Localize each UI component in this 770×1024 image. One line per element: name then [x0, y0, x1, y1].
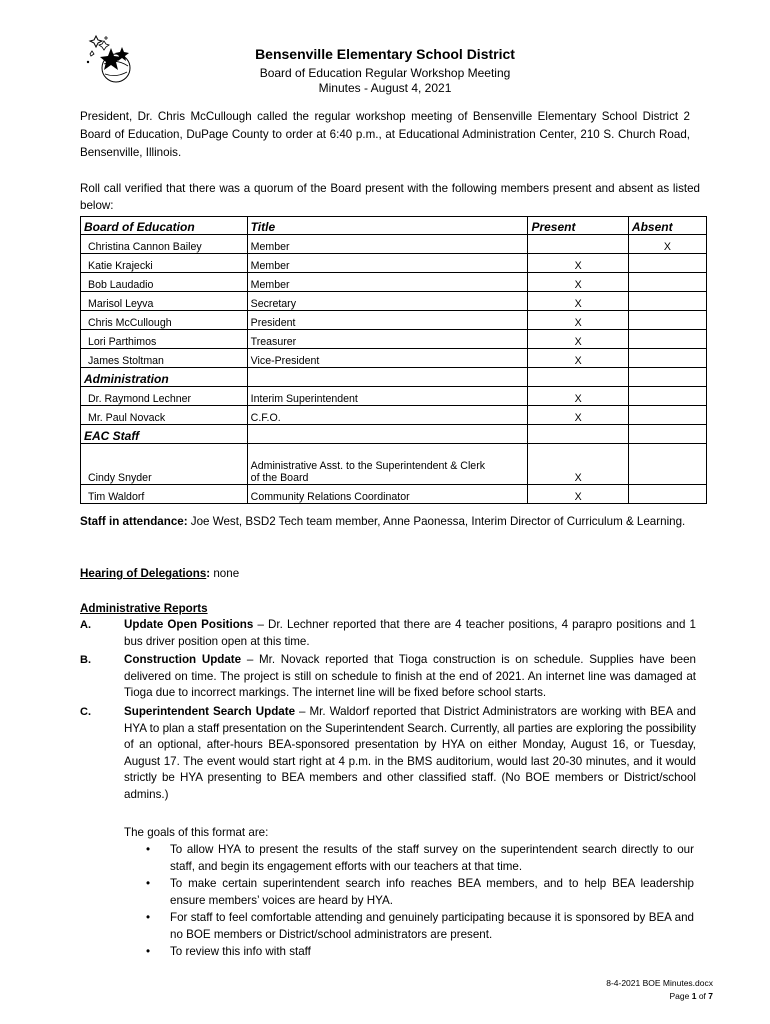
list-item: • To make certain superintendent search info reaches BEA members, and to help BEA leadership ensure members’ voices are heard by HYA. [146, 877, 694, 907]
list-item: • To allow HYA to present the results of the staff survey on the superintendent search directly to our staff, and begin its engagement efforts with our teachers at that time. [146, 843, 694, 873]
goals-list [144, 842, 694, 962]
staff-attendance: Staff in attendance: Joe West, BSD2 Tech team member, Anne Paonessa, Interim Director of Curriculum & Learning. [80, 515, 686, 528]
meeting-subtitle: Board of Education Regular Workshop Meeting [259, 66, 511, 80]
report-item-a: A. Update Open Positions – Dr. Lechner reported that there are 4 teacher positions, 4 parapro positions and 1 bus driver position open at this time. [80, 618, 696, 648]
roll-call-table [80, 216, 707, 504]
list-item: • To review this info with staff [146, 945, 311, 958]
header-absent: Absent [628, 217, 706, 235]
table-row: Tim Waldorf Community Relations Coordinator X [81, 485, 707, 504]
table-header-row [81, 217, 707, 235]
district-title: Bensenville Elementary School District [255, 46, 515, 62]
header-title: Title [247, 217, 528, 235]
footer-page-number: Page 1 of 7 [669, 991, 713, 1001]
table-row: James Stoltman Vice-President X [81, 349, 707, 368]
header-present: Present [528, 217, 628, 235]
hearing-of-delegations: Hearing of Delegations: none [80, 567, 240, 580]
report-item-b: B. Construction Update – Mr. Novack reported that Tioga construction is on schedule. Supplies have been delivered on time. The project is still on schedule to finish at the end of 2021. An internet line was damaged at Tioga due to incorrect markings. The internet line will be fixed before school starts. [80, 653, 696, 699]
header-board: Board of Education [81, 217, 248, 235]
table-row: Dr. Raymond Lechner Interim Superintendent X [81, 387, 707, 406]
table-row: Mr. Paul Novack C.F.O. X [81, 406, 707, 425]
intro-paragraph: President, Dr. Chris McCullough called the regular workshop meeting of Bensenville Elementary School District 2 Board of Education, DuPage County to order at 6:40 p.m., at Educational Administration Center, 210 S. Church Road, Bensenville, Illinois. [80, 110, 690, 159]
goals-intro: The goals of this format are: [124, 826, 269, 839]
roll-call-text: Roll call verified that there was a quorum of the Board present with the following members present and absent as listed below: [80, 182, 700, 212]
table-row: Christina Cannon Bailey Member X [81, 235, 707, 254]
table-row: Cindy Snyder Administrative Asst. to the Superintendent & Clerk of the Board X [81, 444, 707, 485]
table-row: Chris McCullough President X [81, 311, 707, 330]
minutes-date: Minutes - August 4, 2021 [318, 81, 452, 95]
footer-filename: 8-4-2021 BOE Minutes.docx [606, 978, 713, 988]
table-row: Lori Parthimos Treasurer X [81, 330, 707, 349]
table-row: Katie Krajecki Member X [81, 254, 707, 273]
admin-reports-heading: Administrative Reports [80, 602, 208, 615]
section-row-administration: Administration [81, 368, 707, 387]
table-row: Bob Laudadio Member X [81, 273, 707, 292]
table-row: Marisol Leyva Secretary X [81, 292, 707, 311]
list-item: • For staff to feel comfortable attending and genuinely participating because it is sponsored by BEA and no BOE members or District/school administrators are present. [146, 911, 694, 941]
report-item-c: C. Superintendent Search Update – Mr. Waldorf reported that District Administrators are working with BEA and HYA to plan a staff presentation on the Superintendent Search. Currently, all parties are exploring the possibility of an optional, after-hours BEA-sponsored presentation by HYA on either Monday, August 16, or Tuesday, August 17. The event would start right at 4 p.m. in the BMS auditorium, would last 20-30 minutes, and it would strictly be HYA presenting to BEA members and other classified staff. (No BOE members or District/school admins.) [80, 705, 696, 801]
section-row-eac-staff: EAC Staff [81, 425, 707, 444]
